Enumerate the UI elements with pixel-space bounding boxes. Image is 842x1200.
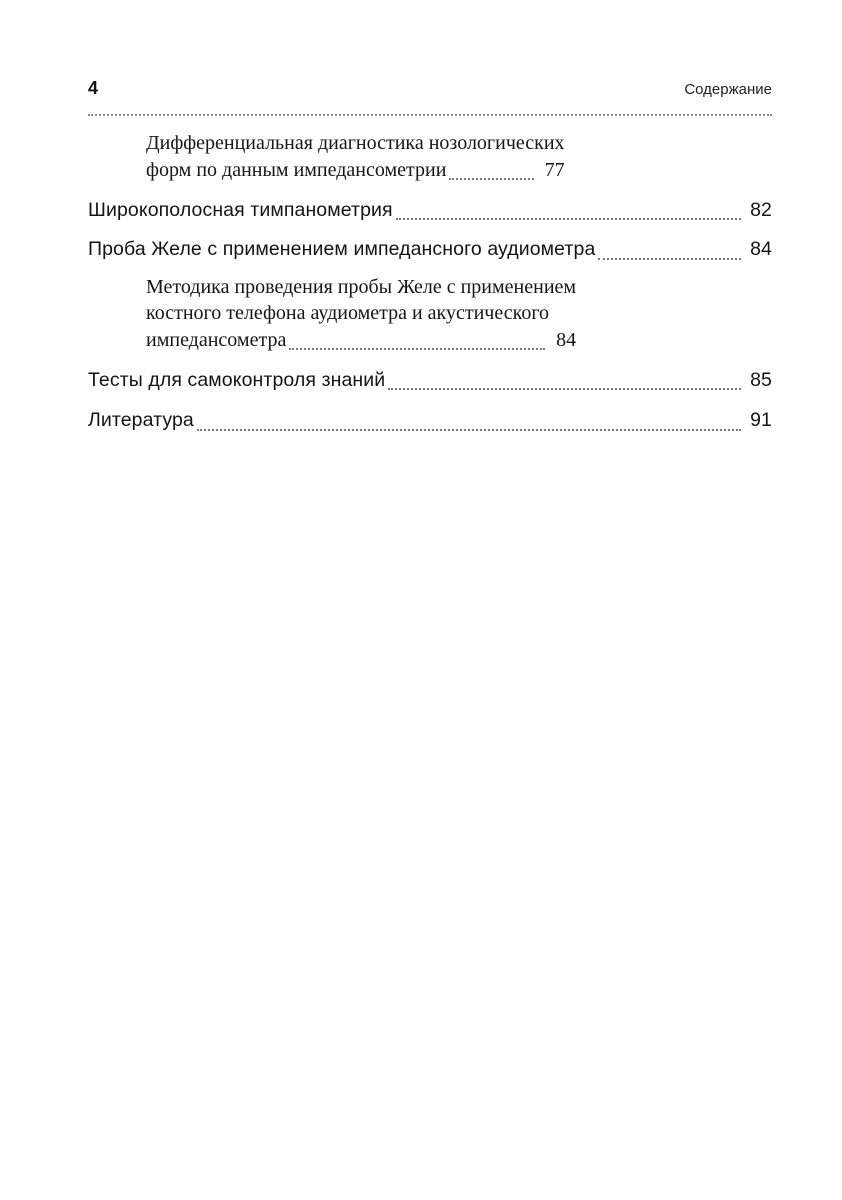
toc-entry-title-line: Дифференциальная диагностика нозологических	[146, 132, 565, 154]
toc-leader-dots	[396, 217, 741, 220]
toc-entry-page: 84	[750, 238, 772, 261]
toc-entry-page: 85	[750, 368, 772, 391]
toc-entry-title: Проба Желе с применением импедансного аудиометра	[88, 238, 596, 261]
toc-entry-title-line: импедансометра	[146, 329, 287, 352]
toc-entry-title-line: костного телефона аудиометра и акустического	[146, 302, 550, 325]
toc-entry-title	[146, 130, 565, 184]
toc-leader-dots	[197, 428, 741, 431]
header-section-title: Содержание	[684, 81, 772, 98]
toc-entry-page: 77	[544, 158, 565, 181]
page-header	[88, 78, 772, 108]
toc-entry-title: Литература	[88, 409, 194, 432]
toc-leader-dots	[388, 387, 741, 390]
toc-entry-page: 82	[750, 198, 772, 221]
toc-entry[interactable]	[146, 274, 772, 354]
toc-entry[interactable]	[146, 130, 772, 184]
toc-entry-title-line: форм по данным импедансометрии	[146, 158, 447, 181]
toc-entry-page: 84	[556, 329, 577, 352]
toc-entry-page: 91	[750, 409, 772, 432]
toc-leader-dots	[449, 177, 533, 180]
toc-leader-dots	[598, 257, 741, 260]
toc-entry-title	[146, 274, 576, 354]
toc-entry-title: Широкополосная тимпанометрия	[88, 198, 393, 221]
table-of-contents	[88, 130, 772, 435]
page-content	[88, 78, 772, 437]
toc-entry[interactable]	[88, 196, 772, 224]
toc-entry[interactable]	[88, 406, 772, 434]
toc-leader-dots	[289, 347, 545, 350]
toc-entry[interactable]	[88, 235, 772, 263]
toc-entry[interactable]	[88, 366, 772, 394]
header-divider	[88, 114, 772, 116]
toc-entry-title-line: Методика проведения пробы Желе с применением	[146, 275, 577, 298]
toc-entry-title: Тесты для самоконтроля знаний	[88, 368, 386, 391]
page-number: 4	[88, 78, 99, 98]
